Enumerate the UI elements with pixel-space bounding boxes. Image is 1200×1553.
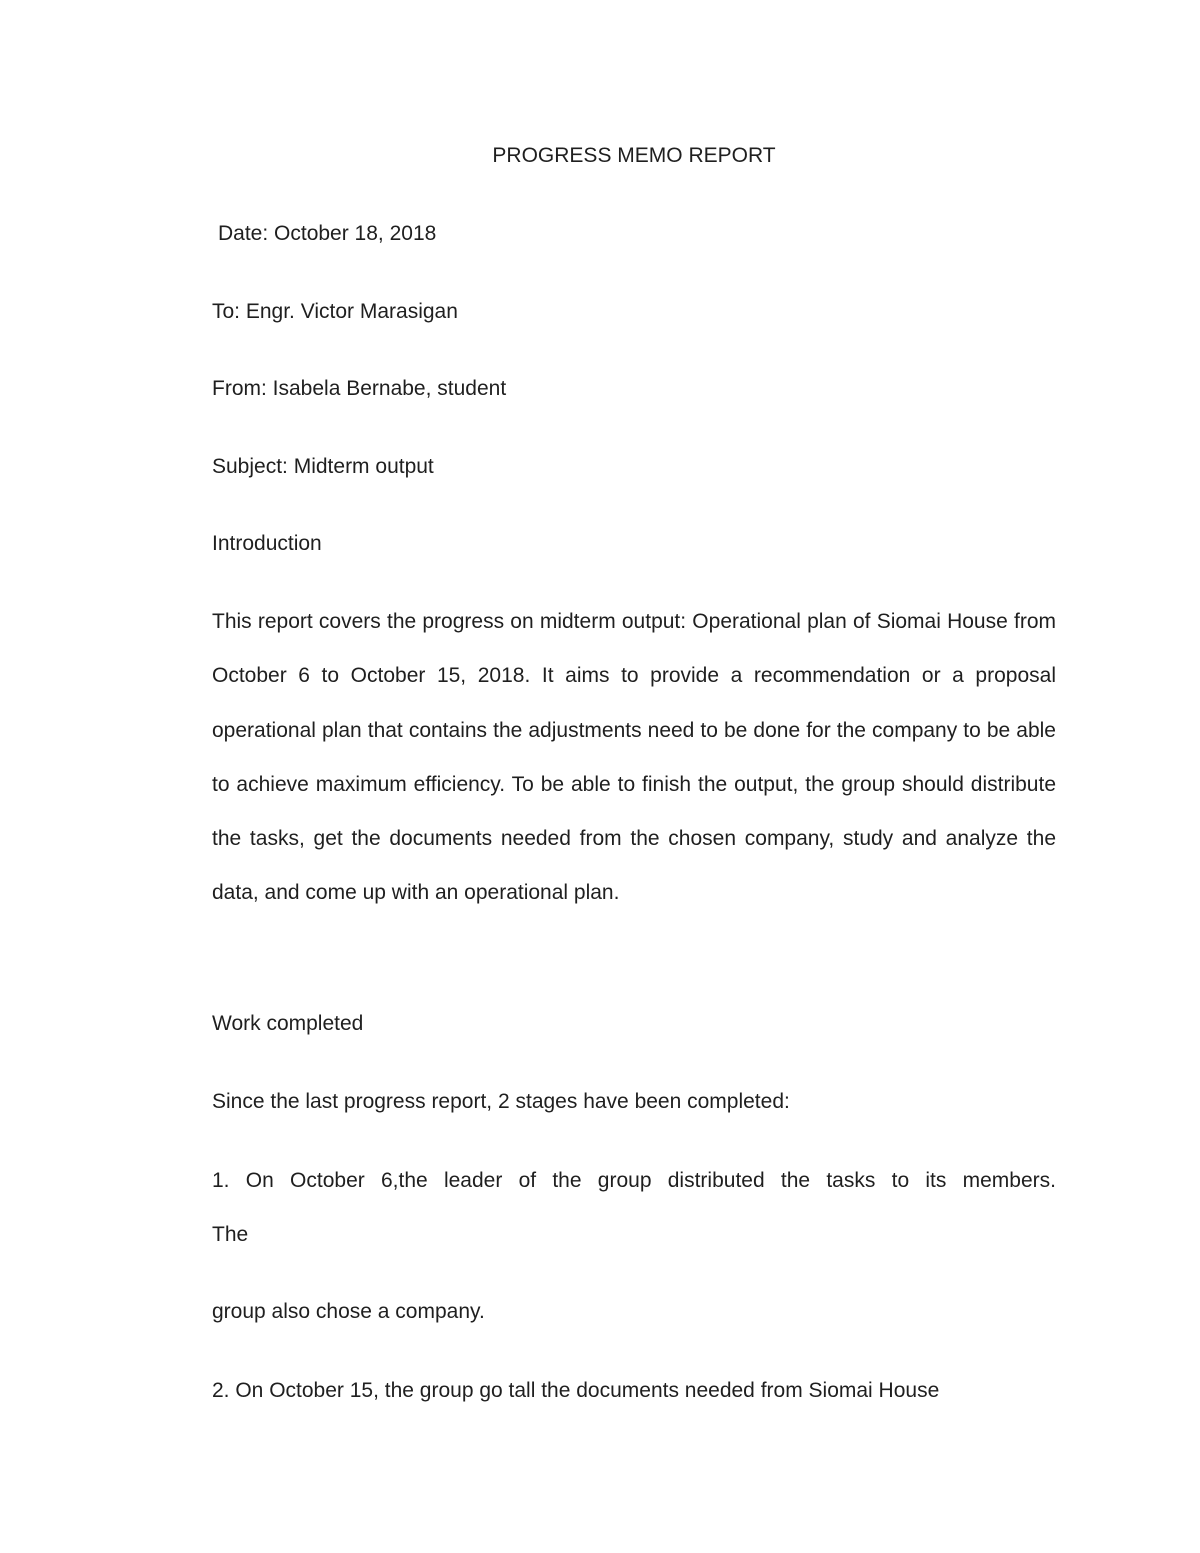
list-item-1-line-3: group also chose a company. <box>212 1300 485 1323</box>
introduction-heading: Introduction <box>212 532 322 555</box>
list-item-2-line-1: 2. On October 15, the group go tall the documents needed from Siomai House <box>212 1379 940 1402</box>
memo-date: Date: October 18, 2018 <box>218 222 437 245</box>
memo-from: From: Isabela Bernabe, student <box>212 377 507 400</box>
memo-title: PROGRESS MEMO REPORT <box>492 144 776 167</box>
work-completed-intro: Since the last progress report, 2 stages have been completed: <box>212 1090 790 1113</box>
list-item-1-line-2: The <box>212 1223 249 1246</box>
memo-subject: Subject: Midterm output <box>212 455 434 478</box>
introduction-body: This report covers the progress on midterm output: Operational plan of Siomai House from October 6 to October 15, 2018. It aims to provide a recommendation or a proposal operational plan that contains the adjustments need to be done for the company to be able to achieve maximum efficiency. To be able to finish the output, the group should distribute the tasks, get the documents needed from the chosen company, study and analyze the data, and come up with an operational plan. <box>212 610 1056 905</box>
work-completed-heading: Work completed <box>212 1012 364 1035</box>
list-item-1-line-1: 1. On October 6,the leader of the group distributed the tasks to its members. <box>212 1169 1056 1192</box>
memo-to: To: Engr. Victor Marasigan <box>212 300 458 323</box>
